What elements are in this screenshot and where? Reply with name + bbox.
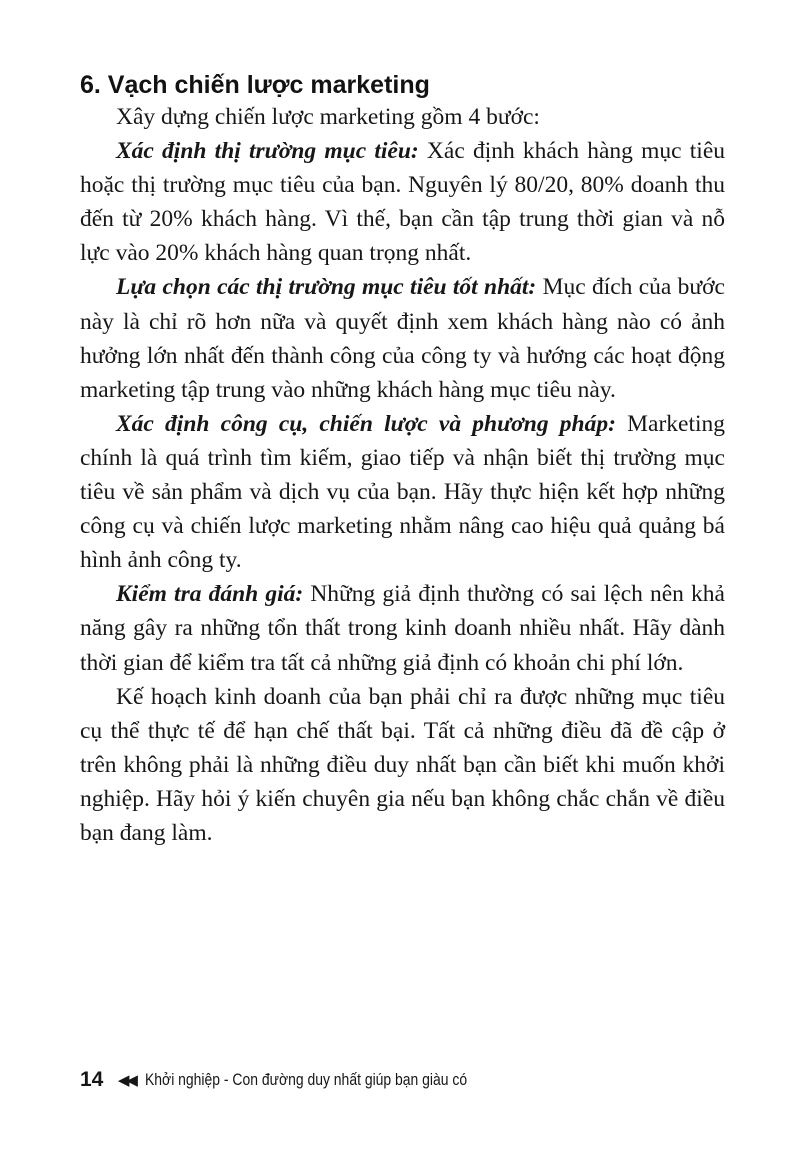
step-text-evaluation: Những giả định thường có sai lệch nên khả năng gây ra những tổn thất trong kinh doanh nhiều nhất. Hãy dành thời gian để kiểm tra tất cả những giả định có khoản chi phí lớn.	[80, 581, 725, 676]
double-left-arrow-icon: ◀◀	[117, 1072, 135, 1089]
step-paragraph-best-markets	[80, 270, 725, 406]
running-book-title: Khởi nghiệp - Con đường duy nhất giúp bạn giàu có	[145, 1070, 468, 1089]
step-text-tools-strategy: Marketing chính là quá trình tìm kiếm, giao tiếp và nhận biết thị trường mục tiêu về sản phẩm và dịch vụ của bạn. Hãy thực hiện kết hợp những công cụ và chiến lược marketing nhằm nâng cao hiệu quả quảng bá hình ảnh công ty.	[80, 410, 726, 574]
body-text	[80, 100, 725, 850]
step-paragraph-tools-strategy	[80, 407, 725, 577]
step-paragraph-evaluation	[80, 577, 725, 679]
step-text-best-markets: Mục đích của bước này là chỉ rõ hơn nữa và quyết định xem khách hàng nào có ảnh hưởng lớn nhất đến thành công của công ty và hướng các hoạt động marketing tập trung vào những khách hàng mục tiêu này.	[80, 274, 725, 403]
intro-paragraph: Xây dựng chiến lược marketing gồm 4 bước:	[116, 104, 540, 130]
step-paragraph-target-market	[80, 134, 725, 270]
page-footer	[80, 1068, 538, 1098]
step-lead-best-markets: Lựa chọn các thị trường mục tiêu tốt nhất:	[116, 274, 537, 301]
closing-paragraph: Kế hoạch kinh doanh của bạn phải chỉ ra được những mục tiêu cụ thể thực tế để hạn chế thất bại. Tất cả những điều đã đề cập ở trên không phải là những điều duy nhất bạn cần biết khi muốn khởi nghiệp. Hãy hỏi ý kiến chuyên gia nếu bạn không chắc chắn về điều bạn đang làm.	[80, 683, 725, 846]
step-lead-target-market: Xác định thị trường mục tiêu:	[116, 138, 419, 165]
page-number: 14	[80, 1068, 104, 1091]
step-lead-evaluation: Kiểm tra đánh giá:	[116, 581, 304, 608]
step-lead-tools-strategy: Xác định công cụ, chiến lược và phương pháp:	[116, 410, 616, 437]
section-heading: 6. Vạch chiến lược marketing	[80, 71, 430, 99]
step-text-target-market: Xác định khách hàng mục tiêu hoặc thị trường mục tiêu của bạn. Nguyên lý 80/20, 80% doanh thu đến từ 20% khách hàng. Vì thế, bạn cần tập trung thời gian và nỗ lực vào 20% khách hàng quan trọng nhất.	[80, 138, 726, 267]
